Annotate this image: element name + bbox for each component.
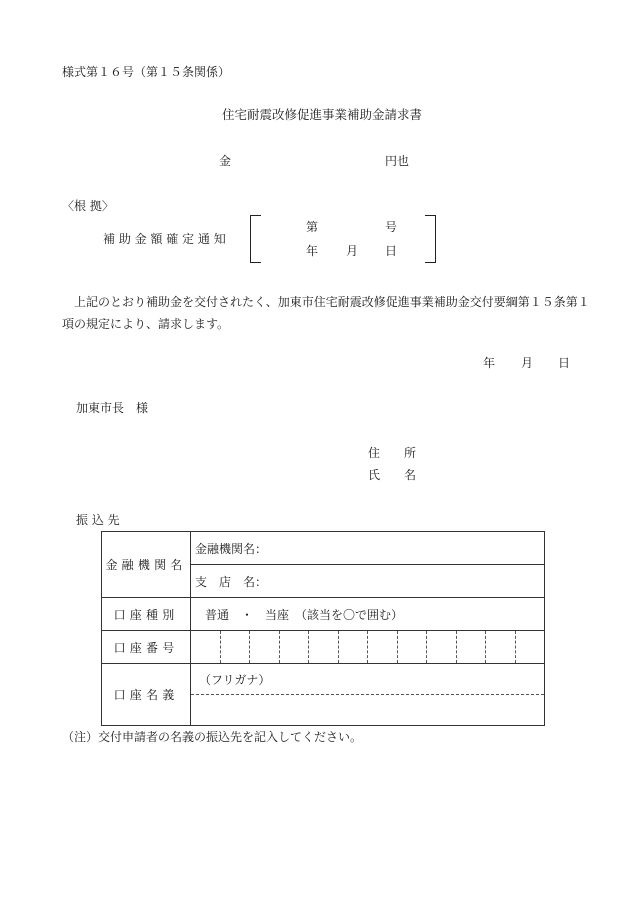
- right-bracket: [425, 215, 436, 263]
- account-number-row: [102, 631, 545, 664]
- institution-label: 金融機関名: [102, 532, 191, 598]
- digit-box[interactable]: [397, 631, 427, 663]
- branch-field[interactable]: 支 店 名：: [191, 564, 544, 597]
- account-type-value: 普通 ・ 当座 （該当を〇で囲む）: [205, 607, 404, 622]
- digit-box[interactable]: [220, 631, 250, 663]
- left-bracket: [250, 215, 261, 263]
- account-name-box[interactable]: [191, 695, 544, 725]
- applicant-address-label: 住 所: [368, 446, 417, 460]
- transfer-heading: 振 込 先: [76, 513, 120, 527]
- account-name-cell[interactable]: [191, 664, 545, 726]
- date-month: 月: [521, 356, 534, 370]
- account-type-label: 口座種別: [102, 598, 191, 631]
- digit-box[interactable]: [191, 631, 220, 663]
- amount-prefix: 金: [219, 154, 232, 168]
- basis-year: 年: [306, 244, 319, 258]
- account-number-digits: [191, 631, 544, 663]
- basis-notice: 補 助 金 額 確 定 通 知: [103, 232, 226, 246]
- institution-cells: [191, 532, 545, 598]
- footnote: （注）交付申請者の名義の振込先を記入してください。: [62, 730, 363, 744]
- account-name-label: 口座名義: [102, 664, 191, 726]
- digit-box[interactable]: [249, 631, 279, 663]
- form-number: 様式第１６号（第１５条関係）: [62, 65, 231, 79]
- digit-box[interactable]: [485, 631, 515, 663]
- bank-transfer-table: [101, 531, 545, 726]
- basis-label: 〈根 拠〉: [62, 199, 114, 213]
- basis-dai: 第: [306, 220, 319, 234]
- date-year: 年: [483, 356, 496, 370]
- account-number-label: 口座番号: [102, 631, 191, 664]
- digit-box[interactable]: [279, 631, 309, 663]
- digit-box[interactable]: [456, 631, 486, 663]
- digit-box[interactable]: [338, 631, 368, 663]
- account-type-row: [102, 598, 545, 631]
- amount-suffix: 円也: [385, 154, 410, 168]
- institution-row: [102, 532, 545, 598]
- applicant-name-label: 氏 名: [368, 468, 417, 482]
- digit-box[interactable]: [308, 631, 338, 663]
- digit-box[interactable]: [515, 631, 545, 663]
- furigana-line[interactable]: （フリガナ）: [191, 664, 544, 695]
- document-title: 住宅耐震改修促進事業補助金請求書: [222, 107, 423, 122]
- account-number-cell[interactable]: [191, 631, 545, 664]
- basis-month: 月: [346, 244, 359, 258]
- account-type-cell[interactable]: [191, 598, 545, 631]
- date-day: 日: [558, 356, 571, 370]
- digit-box[interactable]: [426, 631, 456, 663]
- body-text: 上記のとおり補助金を交付されたく、加東市住宅耐震改修促進事業補助金交付要綱第１５条第１項の規定により、請求します。: [62, 295, 590, 331]
- account-name-row: [102, 664, 545, 726]
- institution-field[interactable]: 金融機関名：: [195, 541, 268, 556]
- basis-go: 号: [385, 220, 398, 234]
- body-paragraph: [62, 291, 592, 335]
- addressee: 加東市長 様: [76, 401, 149, 415]
- digit-box[interactable]: [367, 631, 397, 663]
- basis-day: 日: [385, 244, 398, 258]
